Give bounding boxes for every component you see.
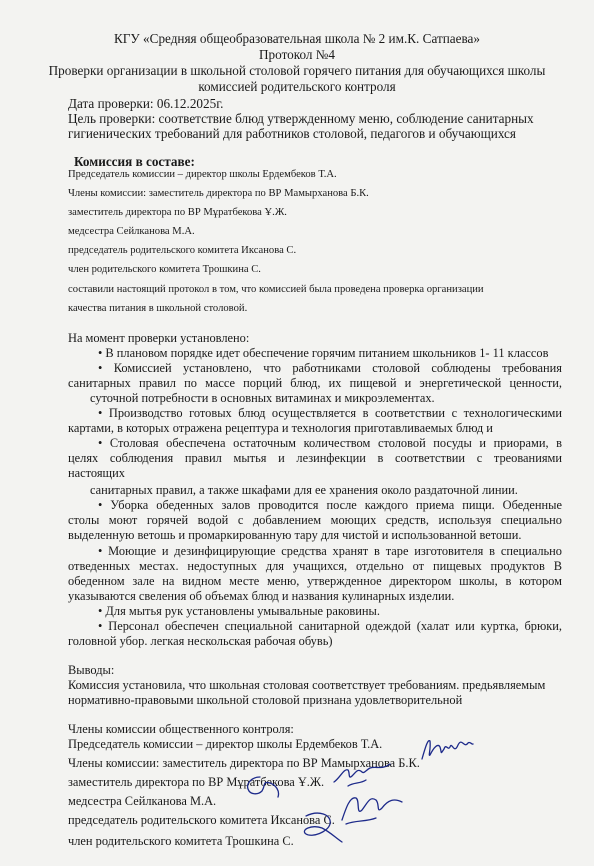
finding-line: • Комиссией установлено, что работниками столовой соблюдены требования: [98, 361, 562, 375]
commission-member: Председатель комиссии – директор школы Ердембеков Т.А.: [68, 169, 337, 180]
commission-member: председатель родительского комитета Иксанова С.: [68, 245, 297, 256]
signatory: председатель родительского комитета Иксанова С.: [68, 813, 335, 827]
handwritten-signature: [418, 735, 476, 765]
signatory: медсестра Сейлканова М.А.: [68, 794, 217, 808]
school-name: КГУ «Средняя общеобразовательная школа № 2 им.К. Сатпаева»: [114, 31, 480, 46]
finding-line: картами, в которых отражена рецептура и технология приготавливаемых блюд и: [68, 421, 493, 435]
finding-line: санитарных правил, а также шкафами для ее хранения около раздаточной линии.: [90, 483, 518, 497]
finding-line: выделенную ветошь и промаркированную тару для чистой и использованной ветоши.: [68, 528, 522, 542]
finding-line: столы моют горячей водой с добавлением моющих средств, используя специально: [68, 513, 562, 527]
finding-line: • Для мытья рук установлены умывальные раковины.: [98, 604, 380, 618]
finding-line: • Столовая обеспечена остаточным количеством столовой посуды и приорами, в: [98, 436, 562, 450]
handwritten-signature: [240, 773, 286, 803]
protocol-number: Протокол №4: [259, 47, 335, 62]
protocol-subject-line-2: комиссией родительского контроля: [198, 79, 396, 94]
commission-member: медсестра Сейлканова М.А.: [68, 226, 195, 237]
commission-member: заместитель директора по ВР Мұратбекова Ұ.Ж.: [68, 207, 287, 218]
handwritten-signature: [330, 760, 398, 790]
commission-heading: Комиссия в составе:: [74, 154, 195, 169]
finding-line: обеденном зале на видном месте меню, утвержденное директором школы, в котором: [68, 574, 562, 588]
signatures-heading: Члены комиссии общественного контроля:: [68, 722, 294, 736]
inspection-goal-line-2: гигиенических требований для работников столовой, педагогов и обучающихся: [68, 126, 516, 141]
finding-line: настоящих: [68, 466, 125, 480]
signatory: Члены комиссии: заместитель директора по ВР Мамырханова Б.К.: [68, 756, 420, 770]
signatory: Председатель комиссии – директор школы Ердембеков Т.А.: [68, 737, 383, 751]
finding-line: • В плановом порядке идет обеспечение горячим питанием школьников 1- 11 классов: [98, 346, 549, 360]
finding-line: отведенных местах. недоступных для учащихся, отдельно от пищевых продуктов В: [68, 559, 562, 573]
commission-member: Члены комиссии: заместитель директора по ВР Мамырханова Б.К.: [68, 188, 369, 199]
finding-line: • Уборка обеденных залов проводится после каждого приема пищи. Обеденные: [98, 498, 562, 512]
signatory: заместитель директора по ВР Мұратбекова Ұ.Ж.: [68, 775, 325, 789]
commission-member: член родительского комитета Трошкина С.: [68, 264, 261, 275]
finding-line: • Персонал обеспечен специальной санитарной одеждой (халат или куртка, брюки,: [98, 619, 562, 633]
finding-line: указываются свеления об объемах блюд и названия кулинарных изделии.: [68, 589, 455, 603]
finding-line: головной убор. легкая нескольская рабочая обувь): [68, 634, 333, 648]
conclusion-line-1: Комиссия установила, что школьная столовая соответствует требованиям. предьявляемым: [68, 678, 546, 692]
conclusion-line-2: нормативно-правовыми школьной столовой признана удовлетворительной: [68, 693, 463, 707]
inspection-date: Дата проверки: 06.12.2025г.: [68, 96, 224, 111]
statement-line-2: качества питания в школьной столовой.: [68, 303, 248, 314]
finding-line: санитарных правил по массе порций блюд, их пищевой и энергетической ценности,: [68, 376, 562, 390]
conclusions-heading: Выводы:: [68, 663, 115, 677]
protocol-subject-line-1: Проверки организации в школьной столовой горячего питания для обучающихся школы: [48, 63, 546, 78]
inspection-goal-line-1: Цель проверки: соответствие блюд утвержденному меню, соблюдение санитарных: [68, 111, 534, 126]
findings-heading: На момент проверки установлено:: [68, 331, 250, 345]
signatory: член родительского комитета Трошкина С.: [68, 834, 294, 848]
finding-line: • Моющие и дезинфицирующие средства хранят в таре изготовителя в специально: [98, 544, 562, 558]
finding-line: суточной потребности в основных витаминах и микроэлементах.: [90, 391, 435, 405]
finding-line: • Производство готовых блюд осуществляется в соответствии с технологическими: [98, 406, 562, 420]
statement-line-1: составили настоящий протокол в том, что комиссией была проведена проверка организации: [68, 284, 484, 295]
handwritten-signature: [296, 808, 352, 850]
finding-line: целях соблюдения правил мытья и лезинфекции в соответствии с треованиями: [68, 451, 562, 465]
